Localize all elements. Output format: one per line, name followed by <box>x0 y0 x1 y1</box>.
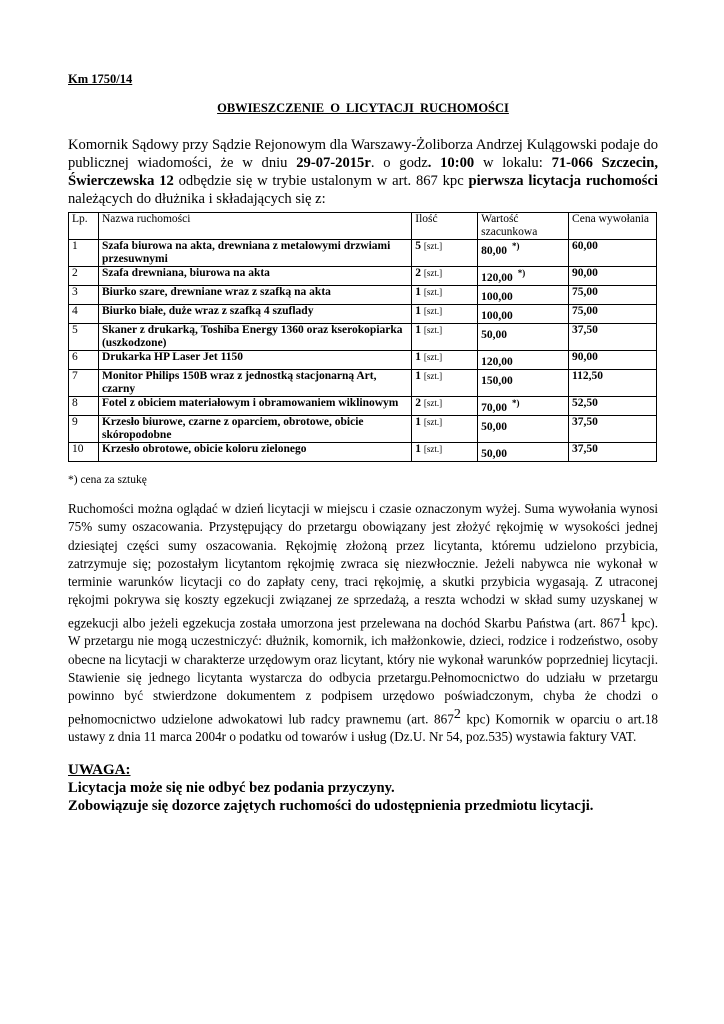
row-value-text: 70,00 <box>481 402 508 414</box>
case-number: Km 1750/14 <box>68 72 133 86</box>
table-row <box>69 443 657 462</box>
footnote: *) cena za sztukę <box>68 474 147 486</box>
row-unit: [szt.] <box>423 371 443 381</box>
header-price: Cena wywołania <box>569 213 657 240</box>
row-lp: 5 <box>69 324 99 351</box>
intro-text-6: należących do dłużnika i składających się z: <box>68 191 326 207</box>
intro-text-2: . o godz <box>370 155 428 171</box>
row-item-name: Skaner z drukarką, Toshiba Energy 1360 oraz kserokopiarka (uszkodzone) <box>98 324 411 351</box>
row-qty-value: 1 <box>415 370 422 382</box>
intro-dot: . <box>427 155 441 171</box>
row-value-star: *) <box>517 268 526 279</box>
row-value-text: 120,00 <box>481 356 513 368</box>
row-value-text: 100,00 <box>481 291 513 303</box>
row-starting-price: 90,00 <box>569 267 657 286</box>
row-value-star: *) <box>512 241 520 252</box>
intro-text-5: odbędzie się w trybie ustalonym w art. 867 kpc <box>173 173 469 189</box>
row-value-text: 120,00 <box>481 272 513 284</box>
row-estimated-value <box>478 443 569 462</box>
row-lp: 10 <box>69 443 99 462</box>
article-superscript-1: 1 <box>619 610 627 626</box>
row-item-name: Krzesło biurowe, czarne z oparciem, obrotowe, obicie skóropodobne <box>98 416 411 443</box>
intro-paragraph <box>68 136 658 208</box>
row-lp: 8 <box>69 397 99 416</box>
table-row <box>69 305 657 324</box>
row-quantity <box>412 305 478 324</box>
warning-line-2: Zobowiązuje się dozorce zajętych ruchomości do udostępnienia przedmiotu licytacji. <box>68 797 594 814</box>
row-estimated-value <box>478 240 569 267</box>
row-value-text: 80,00 <box>481 245 508 257</box>
row-lp: 4 <box>69 305 99 324</box>
row-qty-value: 5 <box>415 240 422 252</box>
conditions-text-3: kpc) Komornik w oparciu o art.18 ustawy z dnia 11 marca 2004r o podatku od towarów i usług (Dz.U. Nr 54, poz.535) wystawia faktury VAT. <box>68 711 659 745</box>
row-estimated-value <box>478 267 569 286</box>
row-item-name: Drukarka HP Laser Jet 1150 <box>98 351 411 370</box>
row-lp: 1 <box>69 240 99 267</box>
row-lp: 2 <box>69 267 99 286</box>
row-estimated-value <box>478 370 569 397</box>
row-value-text: 50,00 <box>481 329 508 341</box>
row-unit: [szt.] <box>423 444 443 454</box>
row-quantity <box>412 443 478 462</box>
row-item-name: Biurko szare, drewniane wraz z szafką na akta <box>98 286 411 305</box>
table-row <box>69 286 657 305</box>
table-row <box>69 397 657 416</box>
row-qty-value: 1 <box>415 286 422 298</box>
row-item-name: Szafa drewniana, biurowa na akta <box>98 267 411 286</box>
row-quantity <box>412 416 478 443</box>
warning-line-1: Licytacja może się nie odbyć bez podania przyczyny. <box>68 779 395 796</box>
row-qty-value: 1 <box>415 416 422 428</box>
row-quantity <box>412 286 478 305</box>
row-unit: [szt.] <box>423 325 443 335</box>
row-unit: [szt.] <box>423 268 443 278</box>
auction-date: 29-07-2015r <box>296 155 371 171</box>
row-item-name: Szafa biurowa na akta, drewniana z metalowymi drzwiami przesuwnymi <box>98 240 411 267</box>
row-estimated-value <box>478 416 569 443</box>
conditions-text-1: Ruchomości można oglądać w dzień licytacji w miejscu i czasie oznaczonym wyżej. Suma wywołania wynosi 75% sumy oszacowania. Przystępujący do przetargu obowiązany jest złożyć rękojmię w wysokości jednej dziesiątej części sumy oszacowania. Rękojmię złożoną przez licytanta, któremu udzielono przybicia, zatrzymuje się; pozostałym licytantom rękojmię zwraca się niezwłocznie. Jeżeli nabywca nie wykonał w terminie warunków licytacji co do zapłaty ceny, traci rękojmię, a skutki przybicia wygasają. Z utraconej rękojmi pokrywa się koszty egzekucji związanej ze sprzedażą, a reszta wchodzi w skład sumy uzyskanej w egzekucji albo jeżeli egzekucja została umorzona jest przelewana na dochód Skarbu Państwa (art. 867 <box>68 501 658 631</box>
row-lp: 6 <box>69 351 99 370</box>
table-row <box>69 240 657 267</box>
row-quantity <box>412 351 478 370</box>
items-table <box>68 212 657 462</box>
row-quantity <box>412 240 478 267</box>
header-name: Nazwa ruchomości <box>98 213 411 240</box>
row-value-star: *) <box>512 398 520 409</box>
notice-title: OBWIESZCZENIE O LICYTACJI RUCHOMOŚCI <box>217 101 509 115</box>
auction-type: pierwsza licytacja ruchomości <box>468 173 658 189</box>
row-value-text: 50,00 <box>481 421 508 433</box>
conditions-text-2: kpc). W przetargu nie mogą uczestniczyć: dłużnik, komornik, ich małżonkowie, dzieci, rodzice i rodzeństwo, osoby obecne na licytacji w charakterze urzędowym oraz licytant, który nie wykonał warunków poprzedniej licytacji. Stawienie się jednego licytanta wystarcza do odbycia przetargu.Pełnomocnictwo do udziału w przetargu powinno być stwierdzone dokumentem z podpisem urzędowo poświadczonym, chyba że chodzi o pełnomocnictwo udzielone adwokatowi lub radcy prawnemu (art. 867 <box>68 615 658 727</box>
row-lp: 9 <box>69 416 99 443</box>
row-unit: [szt.] <box>423 398 443 408</box>
row-starting-price: 75,00 <box>569 286 657 305</box>
row-unit: [szt.] <box>423 417 443 427</box>
table-body <box>69 240 657 462</box>
row-qty-value: 1 <box>415 324 422 336</box>
row-starting-price: 60,00 <box>569 240 657 267</box>
row-quantity <box>412 324 478 351</box>
row-item-name: Krzesło obrotowe, obicie koloru zielonego <box>98 443 411 462</box>
row-starting-price: 112,50 <box>569 370 657 397</box>
row-quantity <box>412 370 478 397</box>
row-qty-value: 2 <box>415 397 422 409</box>
row-starting-price: 37,50 <box>569 416 657 443</box>
row-starting-price: 52,50 <box>569 397 657 416</box>
row-unit: [szt.] <box>423 241 443 251</box>
row-starting-price: 37,50 <box>569 324 657 351</box>
auction-time: 10:00 <box>440 155 475 171</box>
row-unit: [szt.] <box>423 306 443 316</box>
row-lp: 3 <box>69 286 99 305</box>
row-value-text: 150,00 <box>481 375 513 387</box>
row-unit: [szt.] <box>423 287 443 297</box>
row-quantity <box>412 267 478 286</box>
header-value: Wartość szacunkowa <box>478 213 569 240</box>
row-quantity <box>412 397 478 416</box>
table-header-row <box>69 213 657 240</box>
notice-page <box>68 72 658 815</box>
article-superscript-2: 2 <box>453 706 461 722</box>
header-lp: Lp. <box>69 213 99 240</box>
row-starting-price: 90,00 <box>569 351 657 370</box>
row-item-name: Fotel z obiciem materiałowym i obramowaniem wiklinowym <box>98 397 411 416</box>
row-unit: [szt.] <box>423 352 443 362</box>
row-estimated-value <box>478 305 569 324</box>
table-row <box>69 370 657 397</box>
row-qty-value: 1 <box>415 443 422 455</box>
row-qty-value: 1 <box>415 351 422 363</box>
table-row <box>69 267 657 286</box>
row-qty-value: 1 <box>415 305 422 317</box>
table-row <box>69 324 657 351</box>
warning-heading: UWAGA: <box>68 761 131 778</box>
row-estimated-value <box>478 324 569 351</box>
auction-location: 71-066 Szczecin, Świerczewska 12 <box>68 155 658 189</box>
row-lp: 7 <box>69 370 99 397</box>
row-estimated-value <box>478 397 569 416</box>
row-value-text: 50,00 <box>481 448 508 460</box>
row-starting-price: 37,50 <box>569 443 657 462</box>
row-value-text: 100,00 <box>481 310 513 322</box>
row-estimated-value <box>478 286 569 305</box>
intro-text-4: w lokalu: <box>474 155 552 171</box>
row-item-name: Monitor Philips 150B wraz z jednostką stacjonarną Art, czarny <box>98 370 411 397</box>
row-starting-price: 75,00 <box>569 305 657 324</box>
header-qty: Ilość <box>412 213 478 240</box>
row-qty-value: 2 <box>415 267 422 279</box>
table-row <box>69 416 657 443</box>
intro-text-1: Komornik Sądowy przy Sądzie Rejonowym dla Warszawy-Żoliborza Andrzej Kulągowski podaje do publicznej wiadomości, że w dniu <box>68 137 658 171</box>
conditions-paragraph <box>68 500 658 747</box>
table-row <box>69 351 657 370</box>
row-estimated-value <box>478 351 569 370</box>
row-item-name: Biurko białe, duże wraz z szafką 4 szuflady <box>98 305 411 324</box>
